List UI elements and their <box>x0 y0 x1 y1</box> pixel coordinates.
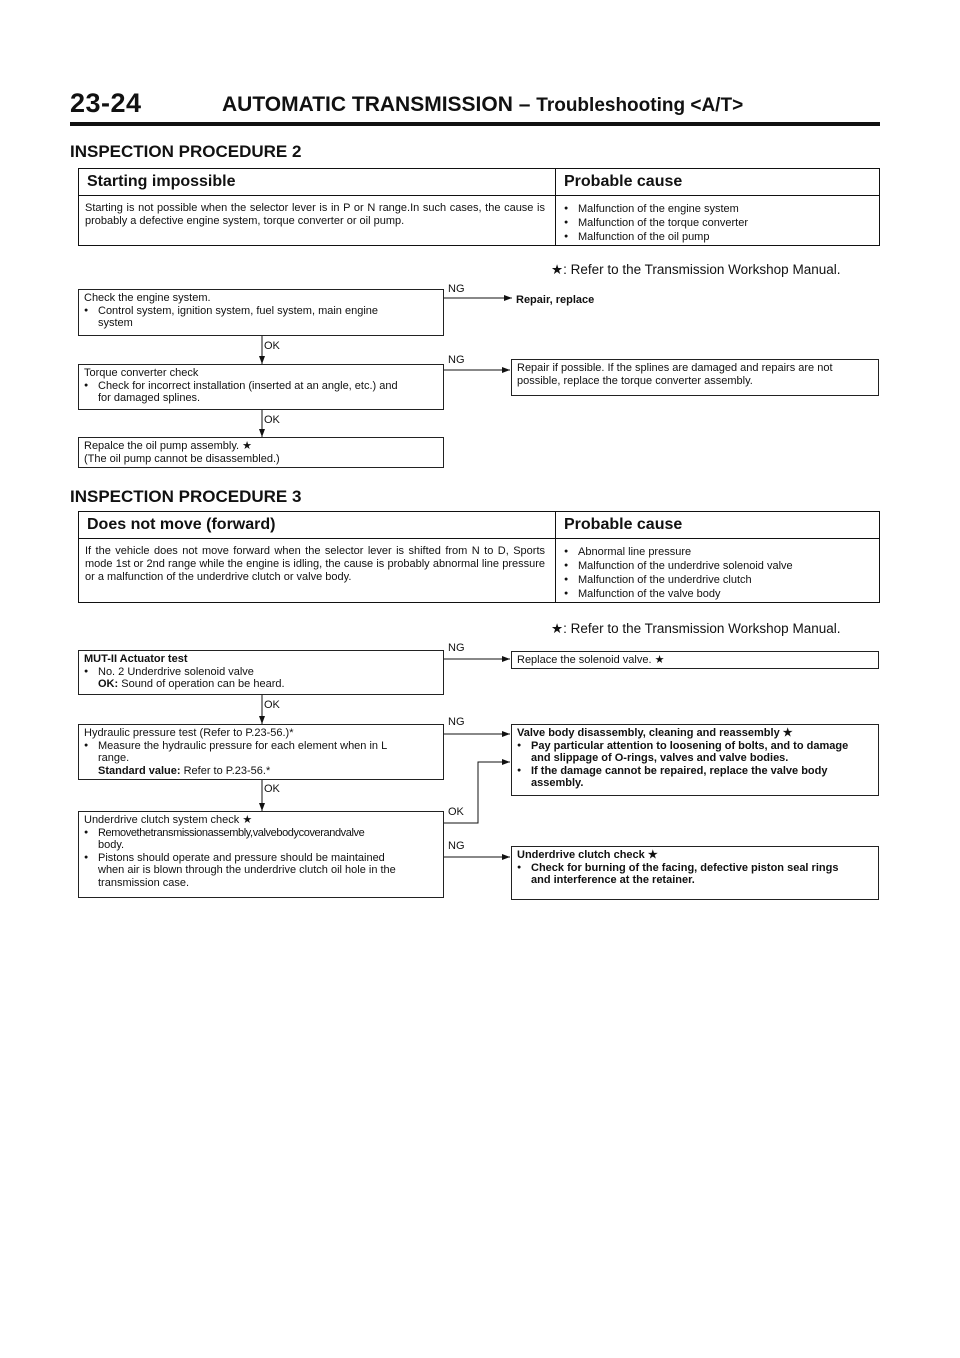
proc2-title: INSPECTION PROCEDURE 2 <box>70 142 302 161</box>
cause-item: ● Malfunction of the torque converter <box>564 216 748 230</box>
step-title: Underdrive clutch system check ★ <box>84 814 253 826</box>
step-bullet: ● No. 2 Underdrive solenoid valve <box>84 666 438 679</box>
proc2-step1-ok-label: OK <box>264 340 280 352</box>
step-bullet: ● Removethetransmissionassembly,valvebodycoverandvalve <box>84 827 438 840</box>
result-bullet: ● Pay particular attention to loosening of bolts, and to damage <box>517 740 873 753</box>
result-title: Valve body disassembly, cleaning and reassembly ★ <box>517 727 793 739</box>
step-bullet-cont: transmission case. <box>98 876 190 889</box>
proc2-step2-ng-label: NG <box>448 354 465 366</box>
proc3-step3-ng-label: NG <box>448 840 465 852</box>
std-key: Standard value: <box>98 764 181 777</box>
std-text: Refer to P.23-56.* <box>183 764 271 777</box>
result-bullet: ● Check for burning of the facing, defective piston seal rings <box>517 862 873 875</box>
result-bullet: ● If the damage cannot be repaired, replace the valve body <box>517 765 873 778</box>
proc2-step1-ng-label: NG <box>448 283 465 295</box>
ok-loop-arrow <box>444 762 510 823</box>
title-dash: – <box>518 93 531 116</box>
result-text: Replace the solenoid valve. ★ <box>517 654 665 666</box>
proc3-cause-heading: Probable cause <box>564 516 683 533</box>
proc2-symptom-heading: Starting impossible <box>87 173 236 190</box>
step-title: Repalce the oil pump assembly. ★ <box>84 440 253 452</box>
proc3-step1-ng-label: NG <box>448 642 465 654</box>
section-subtitle: Troubleshooting <A/T> <box>536 95 744 116</box>
proc2-step2-ok-label: OK <box>264 414 280 426</box>
step-bullet-cont: when air is blown through the underdrive clutch oil hole in the <box>98 864 396 876</box>
proc3-step2-ok-label: OK <box>264 783 280 795</box>
ok-key: OK: <box>98 678 119 690</box>
step-bullet: ● Control system, ignition system, fuel system, main engine <box>84 305 438 318</box>
result-bullet-cont: assembly. <box>531 777 584 789</box>
cause-item: ● Malfunction of the underdrive solenoid valve <box>564 559 793 573</box>
step-bullet-cont: body. <box>98 839 125 851</box>
cause-item: ● Malfunction of the valve body <box>564 587 793 601</box>
ok-text: Sound of operation can be heard. <box>121 678 285 690</box>
result-bullet-cont: and slippage of O-rings, valves and valve bodies. <box>531 752 789 764</box>
proc3-symptom-text: If the vehicle does not move forward when the selector lever is shifted from N to D, Sports mode 1st or 2nd range while the engine is idling, the cause is probably abnormal line pressure or a malfunction of the underdrive clutch or valve body. <box>85 545 545 583</box>
step-title: Torque converter check <box>84 367 199 379</box>
result-bullet-cont: and interference at the retainer. <box>531 874 695 886</box>
step-bullet-cont: for damaged splines. <box>98 392 201 404</box>
result-title: Underdrive clutch check ★ <box>517 849 658 861</box>
proc3-step1-ok-label: OK <box>264 699 280 711</box>
proc3-note: ★: Refer to the Transmission Workshop Manual. <box>551 621 841 636</box>
step-title: Hydraulic pressure test (Refer to P.23-56.)* <box>84 727 294 739</box>
proc2-note: ★: Refer to the Transmission Workshop Manual. <box>551 262 841 277</box>
cause-item: ● Abnormal line pressure <box>564 545 793 559</box>
step-bullet-cont: range. <box>98 752 130 764</box>
step-note: (The oil pump cannot be disassembled.) <box>84 452 280 465</box>
proc3-step3-ok-label: OK <box>448 806 464 818</box>
proc2-cause-heading: Probable cause <box>564 173 683 190</box>
step-bullet: ● Measure the hydraulic pressure for each element when in L <box>84 740 438 753</box>
cause-item: ● Malfunction of the underdrive clutch <box>564 573 793 587</box>
cause-item: ● Malfunction of the oil pump <box>564 230 748 244</box>
step-bullet-cont: system <box>98 317 133 329</box>
proc3-title: INSPECTION PROCEDURE 3 <box>70 487 302 506</box>
cause-item: ● Malfunction of the engine system <box>564 202 748 216</box>
step-title: Check the engine system. <box>84 292 211 304</box>
page-number: 23-24 <box>70 88 142 118</box>
proc2-symptom-text: Starting is not possible when the selector lever is in P or N range.In such cases, the cause is probably a defective engine system, torque converter or oil pump. <box>85 202 545 227</box>
step-title: MUT-II Actuator test <box>84 653 188 665</box>
proc2-step1-ng-result: Repair, replace <box>516 294 595 306</box>
section-title: AUTOMATIC TRANSMISSION <box>222 93 513 116</box>
proc3-step2-ng-label: NG <box>448 716 465 728</box>
result-text: Repair if possible. If the splines are damaged and repairs are not possible, replace the torque converter assembly. <box>517 362 833 387</box>
proc3-symptom-heading: Does not move (forward) <box>87 516 276 533</box>
step-bullet: ● Check for incorrect installation (inserted at an angle, etc.) and <box>84 380 438 393</box>
step-bullet: ● Pistons should operate and pressure should be maintained <box>84 852 438 865</box>
